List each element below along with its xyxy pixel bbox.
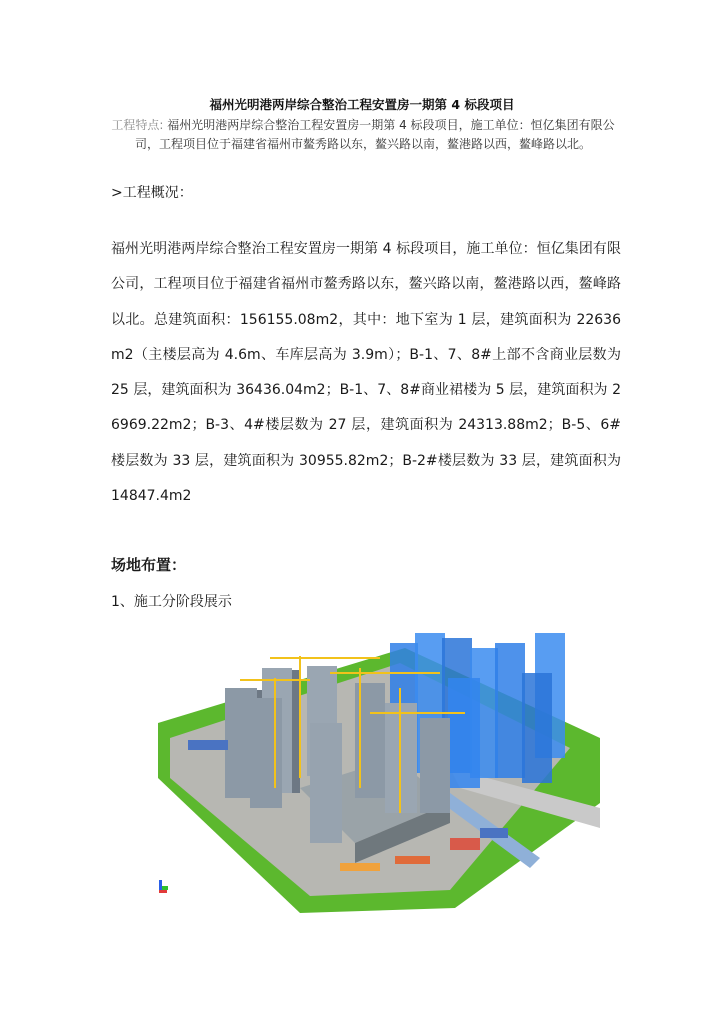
features-label: 工程特点: <box>111 118 164 132</box>
site-model-image <box>150 628 600 918</box>
construction-stage-heading: 1、施工分阶段展示 <box>111 594 232 610</box>
features-text: 福州光明港两岸综合整治工程安置房一期第 4 标段项目，施工单位：恒亿集团有限公司，工程项目位于福建省福州市鳌秀路以东，鳌兴路以南，鳌港路以西，鳌峰路以北。 <box>134 118 615 151</box>
document-title: 福州光明港两岸综合整治工程安置房一期第 4 标段项目 <box>209 97 515 112</box>
overview-body: 福州光明港两岸综合整治工程安置房一期第 4 标段项目，施工单位：恒亿集团有限公司，工程项目位于福建省福州市鳌秀路以东，鳌兴路以南，鳌港路以西，鳌峰路以北。总建筑面积：156155.08m2，其中：地下室为 1 层，建筑面积为 22636m2（主楼层高为 4.6m、车库层高为 3.9m）；B-1、7、8#上部不含商业层数为 25 层，建筑面积为 36436.04m2；B-1、7、8#商业裙楼为 5 层，建筑面积为 26969.22m2；B-3、4#楼层数为 27 层，建筑面积为 24313.88m2；B-5、6#楼层数为 33 层，建筑面积为 30955.82m2；B-2#楼层数为 33 层，建筑面积为 14847.4m2 <box>111 241 621 505</box>
site-layout-heading: 场地布置： <box>111 556 187 574</box>
overview-heading: >工程概况： <box>111 185 193 201</box>
construction-site-rendering <box>150 628 600 918</box>
project-features <box>111 116 615 154</box>
axis-gizmo-icon <box>159 880 168 893</box>
